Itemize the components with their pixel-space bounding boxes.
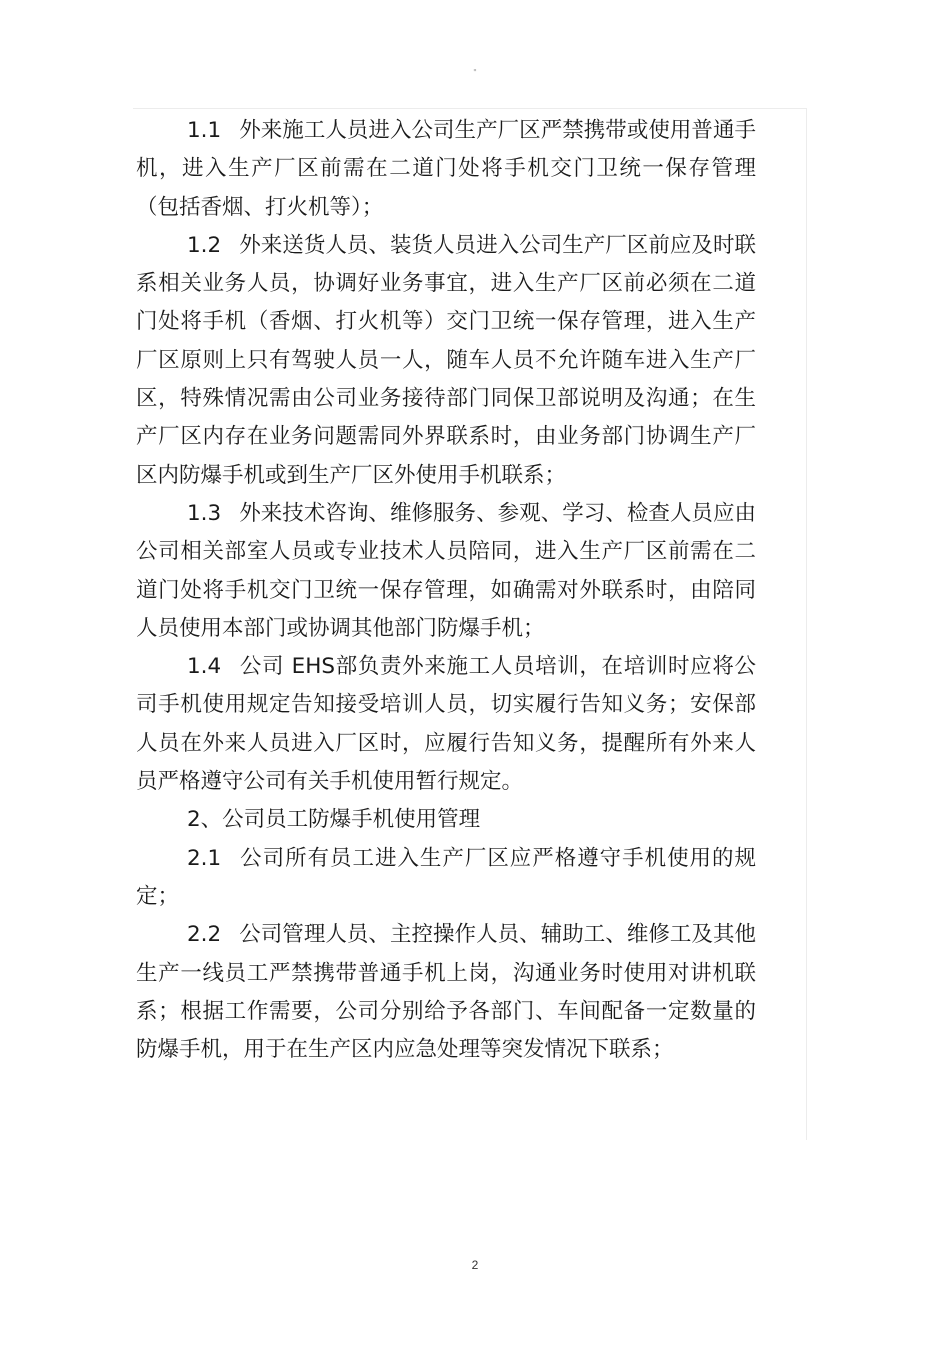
clause-number: 1.3 [187, 500, 222, 526]
paragraph-1-3 [136, 495, 756, 648]
clause-number: 1.2 [187, 232, 222, 258]
clause-text: 外来施工人员进入公司生产厂区严禁携带或使用普通手机，进入生产厂区前需在二道门处将手机交门卫统一保存管理（包括香烟、打火机等）； [136, 118, 756, 220]
clause-text: 外来送货人员、装货人员进入公司生产厂区前应及时联系相关业务人员，协调好业务事宜，进入生产厂区前必须在二道门处将手机（香烟、打火机等）交门卫统一保存管理，进入生产厂区原则上只有驾驶人员一人，随车人员不允许随车进入生产厂区，特殊情况需由公司业务接待部门同保卫部说明及沟通；在生产厂区内存在业务问题需同外界联系时，由业务部门协调生产厂区内防爆手机或到生产厂区外使用手机联系； [136, 232, 756, 488]
section-heading-2 [136, 801, 756, 839]
paragraph-1-2 [136, 227, 756, 495]
header-mark: " [473, 68, 477, 77]
page-frame-right-line [806, 108, 807, 1140]
clause-text: 公司 EHS部负责外来施工人员培训，在培训时应将公司手机使用规定告知接受培训人员，切实履行告知义务；安保部人员在外来人员进入厂区时，应履行告知义务，提醒所有外来人员严格遵守公司有关手机使用暂行规定。 [136, 654, 756, 795]
clause-number: 2.2 [187, 922, 222, 948]
clause-number: 1.4 [187, 654, 222, 680]
clause-number: 2.1 [187, 845, 222, 871]
clause-text: 公司所有员工进入生产厂区应严格遵守手机使用的规定； [136, 845, 756, 909]
paragraph-1-1 [136, 112, 756, 227]
paragraph-2-2 [136, 916, 756, 1069]
section-heading-text: 2、公司员工防爆手机使用管理 [187, 807, 481, 833]
paragraph-1-4 [136, 648, 756, 801]
page-number: 2 [471, 1258, 479, 1272]
paragraph-2-1 [136, 840, 756, 917]
clause-text: 公司管理人员、主控操作人员、辅助工、维修工及其他生产一线员工严禁携带普通手机上岗，沟通业务时使用对讲机联系；根据工作需要，公司分别给予各部门、车间配备一定数量的防爆手机，用于在生产区内应急处理等突发情况下联系； [136, 922, 756, 1063]
clause-text: 外来技术咨询、维修服务、参观、学习、检查人员应由公司相关部室人员或专业技术人员陪同，进入生产厂区前需在二道门处将手机交门卫统一保存管理，如确需对外联系时，由陪同人员使用本部门或协调其他部门防爆手机； [136, 500, 756, 641]
document-body [136, 112, 756, 1069]
page-frame-top-line [133, 108, 807, 109]
clause-number: 1.1 [187, 118, 222, 143]
